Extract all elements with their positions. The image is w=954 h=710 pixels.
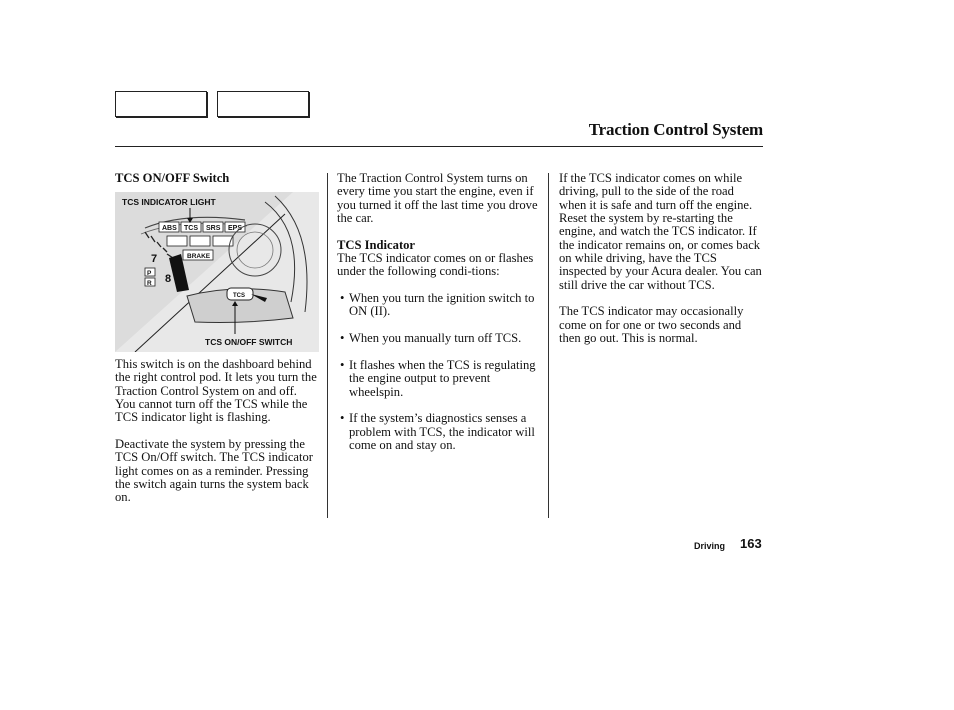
left-column [115,172,319,185]
tab-box-1 [115,91,207,117]
tcs-onoff-switch-label: TCS ON/OFF SWITCH [205,337,293,347]
right-column [559,172,763,359]
list-item: • It flashes when the TCS is regulating the engine output to prevent wheelspin. [337,359,539,399]
column-divider-1 [327,173,328,518]
dashboard-figure [115,192,319,352]
section-heading-switch: TCS ON/OFF Switch [115,171,230,185]
indicator-lead-paragraph: The TCS indicator comes on or flashes under the following condi-tions: [337,251,534,279]
tab-box-2 [217,91,309,117]
footer-section-label: Driving [694,541,726,551]
header-rule [115,146,763,147]
section-heading-indicator: TCS Indicator [337,237,416,252]
list-item: • When you turn the ignition switch to ON (II). [337,292,539,319]
switch-paragraph-1: This switch is on the dashboard behind the right control pod. It lets you turn the Traction Control System on and off. You cannot turn off the TCS while the TCS indicator light is flashing. [115,357,317,425]
page-number: 163 [740,536,762,551]
indicator-tcs: TCS [184,225,198,232]
indicator-eps: EPS [228,225,243,232]
middle-column [337,172,539,466]
gear-letter-r: R [147,280,152,287]
dashboard-illustration [115,192,319,352]
indicator-abs: ABS [162,225,177,232]
brake-indicator: BRAKE [187,253,211,260]
list-item: • When you manually turn off TCS. [337,332,539,345]
column-divider-2 [548,173,549,518]
list-item: • If the system’s diagnostics senses a problem with TCS, the indicator will come on and stay on. [337,412,539,452]
tcs-intro-paragraph: The Traction Control System turns on every time you start the engine, even if you turned it off the last time you drove the car. [337,171,538,226]
right-paragraph-1: If the TCS indicator comes on while driving, pull to the side of the road when it is safe and turn off the engine. Reset the system by re-starting the engine, and watch the TCS indicator. If the indicator remains on, or comes back on while driving, have the TCS inspected by your Acura dealer. You can still drive the car without TCS. [559,171,762,292]
gauge-number-7: 7 [151,253,158,265]
page-title: Traction Control System [588,120,763,139]
left-column-body [115,358,319,518]
gauge-number-8: 8 [165,273,172,285]
indicator-srs: SRS [206,225,221,232]
switch-paragraph-2: Deactivate the system by pressing the TCS On/Off switch. The TCS indicator light comes on as a reminder. Pressing the switch again turns the system back on. [115,437,313,505]
gear-letter-p: P [147,270,152,277]
right-paragraph-2: The TCS indicator may occasionally come on for one or two seconds and then go out. This is normal. [559,304,744,346]
switch-text: TCS [233,293,245,299]
tcs-indicator-light-label: TCS INDICATOR LIGHT [122,197,216,207]
indicator-conditions-list [337,292,539,452]
